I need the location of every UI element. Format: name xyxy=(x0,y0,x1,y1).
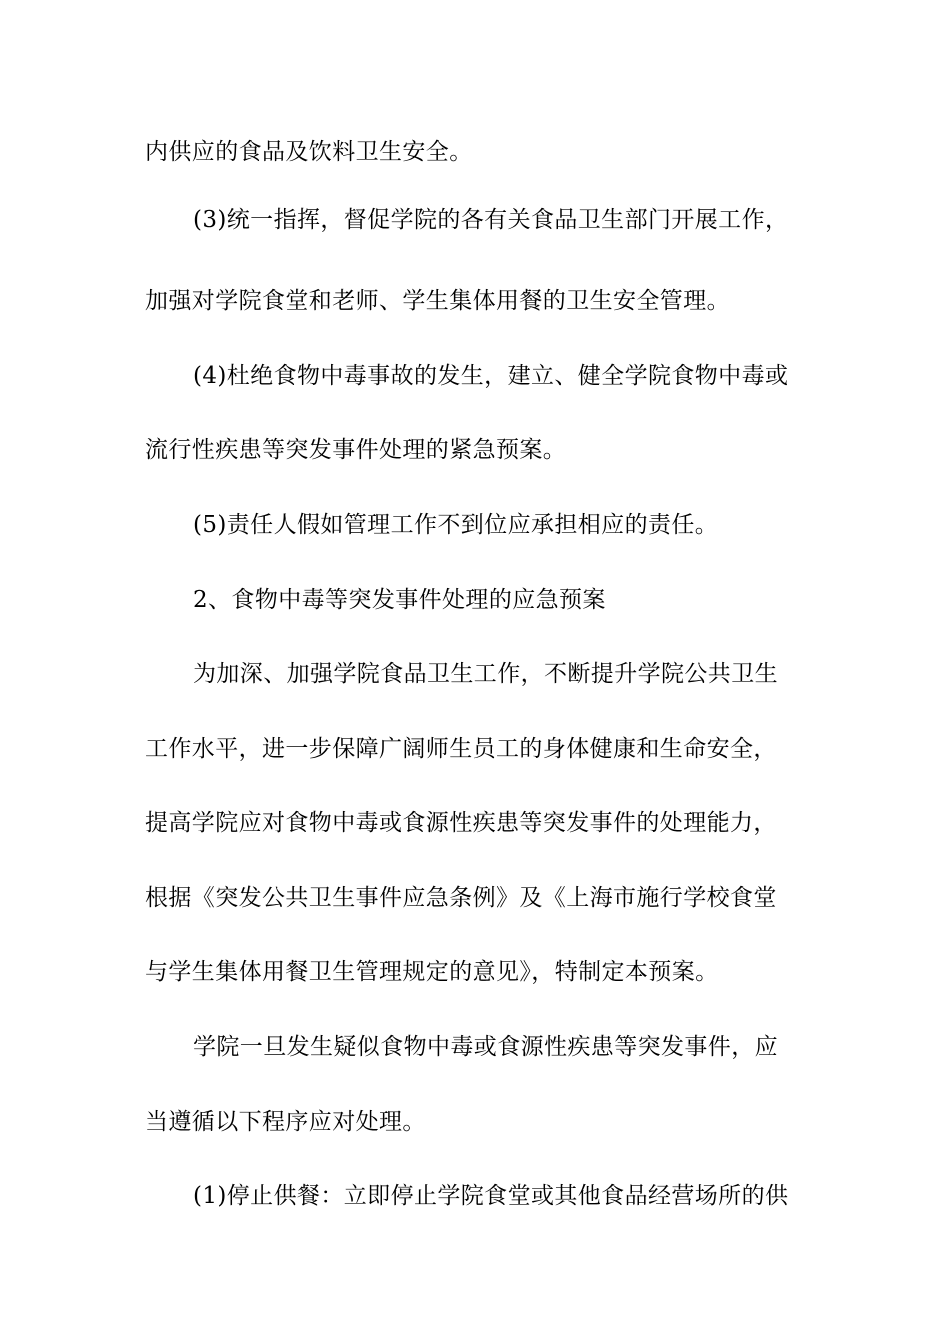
text-line: 工作水平，进一步保障广阔师生员工的身体健康和生命安全， xyxy=(145,736,777,762)
section-heading: 2、食物中毒等突发事件处理的应急预案 xyxy=(193,587,606,613)
text-line: 内供应的食品及饮料卫生安全。 xyxy=(145,139,473,165)
text-line: 学院一旦发生疑似食物中毒或食源性疾患等突发事件，应 xyxy=(193,1034,778,1060)
text-line: 流行性疾患等突发事件处理的紧急预案。 xyxy=(145,437,567,463)
text-line: 与学生集体用餐卫生管理规定的意见》，特制定本预案。 xyxy=(145,959,719,985)
text-line: 根据《突发公共卫生事件应急条例》及《上海市施行学校食堂 xyxy=(145,885,777,911)
text-line: 加强对学院食堂和老师、学生集体用餐的卫生安全管理。 xyxy=(145,288,730,314)
text-line: (5)责任人假如管理工作不到位应承担相应的责任。 xyxy=(193,512,719,538)
text-line: 为加深、加强学院食品卫生工作，不断提升学院公共卫生 xyxy=(193,661,778,687)
text-line: (4)杜绝食物中毒事故的发生，建立、健全学院食物中毒或 xyxy=(193,363,789,389)
text-line: (3)统一指挥，督促学院的各有关食品卫生部门开展工作， xyxy=(193,207,789,233)
text-line: (1)停止供餐：立即停止学院食堂或其他食品经营场所的供 xyxy=(193,1183,789,1209)
text-line: 当遵循以下程序应对处理。 xyxy=(145,1109,426,1135)
text-line: 提高学院应对食物中毒或食源性疾患等突发事件的处理能力， xyxy=(145,810,777,836)
